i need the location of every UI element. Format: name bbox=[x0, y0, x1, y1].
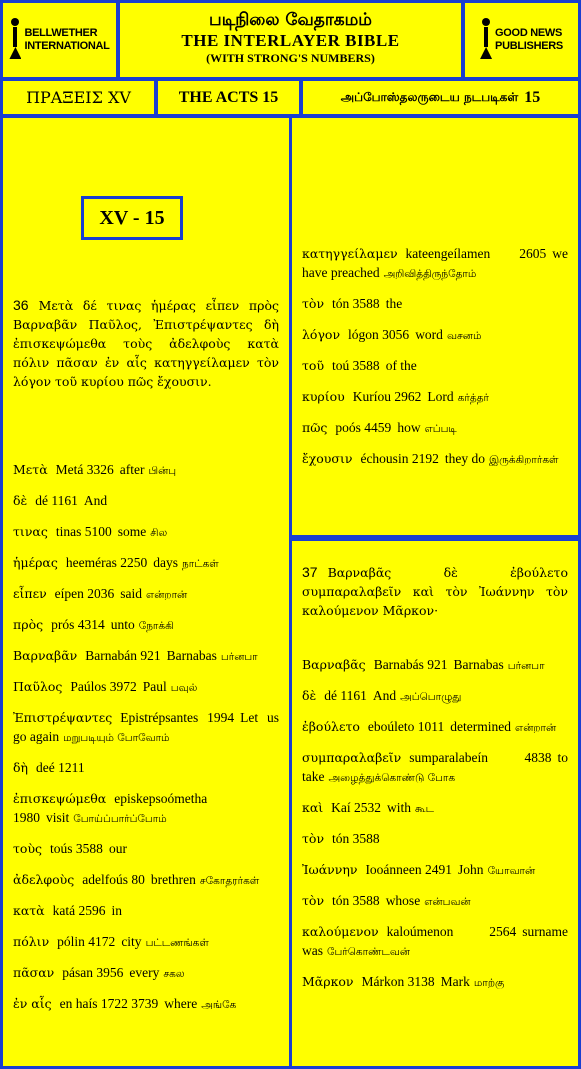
tamil-gloss: சில bbox=[150, 527, 168, 539]
transliteration-strongs: Metá 3326 bbox=[55, 462, 114, 477]
transliteration-strongs: deé 1211 bbox=[36, 760, 85, 775]
greek-word: πᾶσαν bbox=[13, 965, 55, 980]
greek-word: ἐν αἷς bbox=[13, 996, 52, 1011]
greek-word: κυρίου bbox=[302, 389, 345, 404]
tamil-gloss: அங்கே bbox=[201, 999, 237, 1011]
tamil-gloss: என்றான் bbox=[515, 722, 557, 734]
word-entry bbox=[302, 655, 568, 676]
english-gloss: John bbox=[458, 862, 484, 877]
word-entry bbox=[302, 891, 568, 912]
transliteration-strongs: pásan 3956 bbox=[62, 965, 124, 980]
english-book-label: THE ACTS bbox=[178, 88, 259, 106]
english-gloss: brethren bbox=[150, 872, 196, 887]
tamil-gloss: பின்பு bbox=[148, 465, 177, 477]
greek-word: δὴ bbox=[13, 760, 29, 775]
greek-word: δὲ bbox=[13, 493, 28, 508]
greek-word: Βαρναβᾶν bbox=[13, 648, 78, 663]
greek-word: τινας bbox=[13, 524, 48, 539]
transliteration-strongs: adelfoús 80 bbox=[82, 872, 145, 887]
english-gloss: determined bbox=[450, 719, 511, 734]
word-entry bbox=[13, 491, 279, 512]
greek-word: καλούμενον bbox=[302, 924, 379, 939]
word-entry bbox=[13, 789, 279, 829]
word-entry bbox=[13, 677, 279, 698]
greek-word: Ἐπιστρέψαντες bbox=[13, 710, 113, 725]
transliteration-strongs: prós 4314 bbox=[51, 617, 105, 632]
tamil-gloss: அறிவித்திருந்தோம் bbox=[383, 268, 477, 280]
left-logo-line-2: INTERNATIONAL bbox=[24, 40, 110, 52]
greek-word: Μᾶρκον bbox=[302, 974, 354, 989]
tamil-gloss: கர்த்தர் bbox=[457, 392, 490, 404]
greek-book-label: ΠΡΑΞΕΙΣ XV bbox=[26, 88, 131, 107]
word-entry bbox=[302, 860, 568, 881]
word-entry bbox=[13, 584, 279, 605]
greek-word: Βαρναβᾶς bbox=[302, 657, 366, 672]
verse-37 bbox=[302, 563, 568, 620]
english-gloss: days bbox=[153, 555, 178, 570]
greek-book-ref bbox=[3, 81, 154, 114]
english-gloss: said bbox=[120, 586, 143, 601]
title-sub: (WITH STRONG'S NUMBERS) bbox=[206, 51, 375, 65]
verse-36 bbox=[13, 296, 279, 391]
greek-word: Παῦλος bbox=[13, 679, 63, 694]
tamil-gloss: மாற்கு bbox=[473, 977, 505, 989]
transliteration-strongs: Barnabás 921 bbox=[373, 657, 448, 672]
word-entry bbox=[13, 963, 279, 984]
tamil-gloss: பவுல் bbox=[170, 682, 198, 694]
english-gloss: Mark bbox=[440, 974, 470, 989]
tamil-gloss: சகல bbox=[163, 968, 185, 980]
english-gloss: with bbox=[387, 800, 412, 815]
transliteration-strongs: échousin 2192 bbox=[360, 451, 439, 466]
tamil-gloss: யோவான் bbox=[487, 865, 536, 877]
transliteration-strongs: Epistrépsantes 1994 bbox=[120, 710, 235, 725]
word-entry bbox=[302, 748, 568, 788]
title-block bbox=[120, 3, 461, 77]
greek-word: εἶπεν bbox=[13, 586, 47, 601]
english-gloss: some bbox=[117, 524, 147, 539]
tamil-gloss: இருக்கிறார்கள் bbox=[488, 454, 559, 466]
transliteration-strongs: tón 3588 bbox=[332, 893, 380, 908]
english-gloss: unto bbox=[110, 617, 135, 632]
figure-icon bbox=[480, 18, 492, 62]
english-gloss: Barnabas bbox=[453, 657, 504, 672]
greek-word: τοῦ bbox=[302, 358, 325, 373]
greek-word: τὸν bbox=[302, 296, 325, 311]
english-gloss: our bbox=[108, 841, 127, 856]
word-entry bbox=[13, 615, 279, 636]
greek-word: ἀδελφοὺς bbox=[13, 872, 75, 887]
word-entry bbox=[302, 244, 568, 284]
word-entry bbox=[13, 839, 279, 860]
figure-icon bbox=[9, 18, 21, 62]
title-tamil: படிநிலை வேதாகமம் bbox=[209, 10, 372, 30]
tamil-gloss: கூட bbox=[415, 803, 434, 815]
english-gloss: And bbox=[83, 493, 108, 508]
word-entry bbox=[13, 901, 279, 922]
word-entry bbox=[13, 994, 279, 1015]
transliteration-strongs: dé 1161 bbox=[35, 493, 78, 508]
transliteration-strongs: heeméras 2250 bbox=[65, 555, 148, 570]
verse-number: 37 bbox=[302, 564, 318, 580]
tamil-book-label: அப்போஸ்தலருடைய நடபடிகள் bbox=[340, 89, 519, 104]
greek-word: συμπαραλαβεῖν bbox=[302, 750, 402, 765]
english-gloss: surname was bbox=[302, 924, 568, 958]
english-gloss: city bbox=[121, 934, 142, 949]
transliteration-strongs: Iooánneen 2491 bbox=[365, 862, 453, 877]
english-gloss: Barnabas bbox=[166, 648, 217, 663]
english-gloss: word bbox=[415, 327, 443, 342]
greek-word: Ἰωάννην bbox=[302, 862, 358, 877]
english-gloss: in bbox=[111, 903, 123, 918]
transliteration-strongs: ebоúleto 1011 bbox=[367, 719, 445, 734]
english-gloss: of the bbox=[385, 358, 417, 373]
word-entry bbox=[302, 418, 568, 439]
greek-word: ἔχουσιν bbox=[302, 451, 353, 466]
english-gloss: how bbox=[397, 420, 421, 435]
tamil-gloss: நாட்கள் bbox=[181, 558, 219, 570]
word-entry bbox=[13, 708, 279, 748]
right-top-word-list bbox=[302, 244, 568, 480]
greek-word: Μετὰ bbox=[13, 462, 48, 477]
word-entry bbox=[13, 522, 279, 543]
transliteration-strongs: toú 3588 bbox=[332, 358, 380, 373]
word-entry bbox=[302, 387, 568, 408]
word-entry bbox=[302, 356, 568, 377]
word-entry bbox=[13, 646, 279, 667]
greek-word: τοὺς bbox=[13, 841, 43, 856]
greek-word: πρὸς bbox=[13, 617, 44, 632]
transliteration-strongs: sumparalabeín 4838 bbox=[409, 750, 552, 765]
tamil-gloss: பட்டணங்கள் bbox=[145, 937, 209, 949]
verse-number: 36 bbox=[13, 297, 29, 313]
transliteration-strongs: Kaí 2532 bbox=[331, 800, 382, 815]
english-gloss: visit bbox=[46, 810, 70, 825]
verse-text: Μετὰ δέ τινας ἡμέρας εἶπεν πρὸς Βαρναβᾶν Παῦλος, Ἐπιστρέψαντες δὴ ἐπισκεψώμεθα τοὺς ἀδελφοὺς κατὰ πόλιν πᾶσαν ἐν αἷς κατηγγείλαμεν τὸν λόγον τοῦ κυρίου πῶς ἔχουσιν. bbox=[13, 298, 279, 389]
tamil-gloss: நோக்கி bbox=[138, 620, 174, 632]
transliteration-strongs: pólin 4172 bbox=[57, 934, 116, 949]
transliteration-strongs: kateengeílamen 2605 bbox=[405, 246, 547, 261]
right-bottom-column bbox=[292, 541, 578, 1066]
tamil-book-ref bbox=[303, 81, 578, 114]
left-word-list bbox=[13, 460, 279, 1025]
greek-word: κατὰ bbox=[13, 903, 45, 918]
tamil-gloss: போய்ப்பார்ப்போம் bbox=[73, 813, 167, 825]
transliteration-strongs: Márkon 3138 bbox=[361, 974, 435, 989]
tamil-gloss: மறுபடியும் போவோம் bbox=[63, 732, 170, 744]
word-entry bbox=[13, 870, 279, 891]
greek-word: ἡμέρας bbox=[13, 555, 58, 570]
transliteration-strongs: lógon 3056 bbox=[348, 327, 410, 342]
word-entry bbox=[13, 460, 279, 481]
right-top-column bbox=[292, 118, 578, 535]
transliteration-strongs: en haís 1722 3739 bbox=[59, 996, 159, 1011]
right-bottom-word-list bbox=[302, 655, 568, 1003]
tamil-gloss: பேர்கொண்டவன் bbox=[327, 946, 411, 958]
english-gloss: the bbox=[385, 296, 403, 311]
transliteration-strongs: episkepsoómetha 1980 bbox=[13, 791, 208, 825]
tamil-gloss: அழைத்துக்கொண்டு போக bbox=[328, 772, 456, 784]
english-gloss: every bbox=[129, 965, 160, 980]
word-entry bbox=[302, 325, 568, 346]
word-entry bbox=[302, 972, 568, 993]
right-logo-line-2: PUBLISHERS bbox=[495, 40, 563, 52]
word-entry bbox=[302, 922, 568, 962]
tamil-chapter-num: 15 bbox=[524, 88, 541, 106]
transliteration-strongs: eípen 2036 bbox=[54, 586, 115, 601]
greek-word: πῶς bbox=[302, 420, 328, 435]
word-entry bbox=[302, 294, 568, 315]
transliteration-strongs: poós 4459 bbox=[335, 420, 392, 435]
tamil-gloss: பர்னபா bbox=[220, 651, 258, 663]
english-gloss: Let us go again bbox=[13, 710, 279, 744]
word-entry bbox=[302, 717, 568, 738]
greek-word: τὸν bbox=[302, 831, 325, 846]
transliteration-strongs: tón 3588 bbox=[332, 296, 380, 311]
word-entry bbox=[302, 798, 568, 819]
word-entry bbox=[302, 686, 568, 707]
english-gloss: we have preached bbox=[302, 246, 568, 280]
verse-text: Βαρναβᾶς δὲ ἐβούλετο συμπαραλαβεῖν καὶ τὸν Ἰωάννην τὸν καλούμενον Μᾶρκον· bbox=[302, 565, 568, 618]
transliteration-strongs: katá 2596 bbox=[52, 903, 106, 918]
english-gloss: Paul bbox=[142, 679, 167, 694]
transliteration-strongs: tón 3588 bbox=[332, 831, 380, 846]
transliteration-strongs: toús 3588 bbox=[50, 841, 103, 856]
right-logo-line-1: GOOD NEWS bbox=[495, 27, 563, 39]
tamil-gloss: என்பவன் bbox=[424, 896, 471, 908]
word-entry bbox=[13, 758, 279, 779]
greek-word: κατηγγείλαμεν bbox=[302, 246, 398, 261]
english-gloss: whose bbox=[385, 893, 421, 908]
english-gloss: to take bbox=[302, 750, 568, 784]
tamil-gloss: பர்னபா bbox=[507, 660, 545, 672]
english-book-ref bbox=[158, 81, 299, 114]
english-gloss: they do bbox=[444, 451, 485, 466]
bellwether-logo bbox=[3, 3, 116, 77]
transliteration-strongs: Paúlos 3972 bbox=[70, 679, 137, 694]
word-entry bbox=[13, 932, 279, 953]
english-chapter-num: 15 bbox=[262, 88, 279, 106]
tamil-gloss: எப்படி bbox=[424, 423, 457, 435]
word-entry bbox=[13, 553, 279, 574]
left-logo-line-1: BELLWETHER bbox=[24, 27, 98, 39]
greek-word: λόγον bbox=[302, 327, 341, 342]
greek-word: δὲ bbox=[302, 688, 317, 703]
tamil-gloss: என்றான் bbox=[146, 589, 188, 601]
transliteration-strongs: Barnabán 921 bbox=[85, 648, 161, 663]
title-main: THE INTERLAYER BIBLE bbox=[181, 31, 400, 50]
tamil-gloss: சகோதரர்கள் bbox=[199, 875, 260, 887]
greek-word: πόλιν bbox=[13, 934, 50, 949]
greek-word: καὶ bbox=[302, 800, 324, 815]
english-gloss: where bbox=[164, 996, 198, 1011]
word-entry bbox=[302, 829, 568, 850]
greek-word: ἐπισκεψώμεθα bbox=[13, 791, 107, 806]
transliteration-strongs: Kuríou 2962 bbox=[352, 389, 422, 404]
transliteration-strongs: tinas 5100 bbox=[55, 524, 112, 539]
greek-word: τὸν bbox=[302, 893, 325, 908]
english-gloss: Lord bbox=[427, 389, 454, 404]
transliteration-strongs: dé 1161 bbox=[324, 688, 367, 703]
english-gloss: after bbox=[119, 462, 145, 477]
chapter-badge: XV - 15 bbox=[81, 196, 183, 240]
good-news-logo bbox=[465, 3, 578, 77]
left-column bbox=[3, 118, 289, 1066]
transliteration-strongs: kaloúmenon 2564 bbox=[386, 924, 517, 939]
english-gloss: And bbox=[372, 688, 397, 703]
greek-word: ἐβούλετο bbox=[302, 719, 360, 734]
tamil-gloss: வசனம் bbox=[446, 330, 482, 342]
word-entry bbox=[302, 449, 568, 470]
tamil-gloss: அப்பொழுது bbox=[400, 691, 462, 703]
